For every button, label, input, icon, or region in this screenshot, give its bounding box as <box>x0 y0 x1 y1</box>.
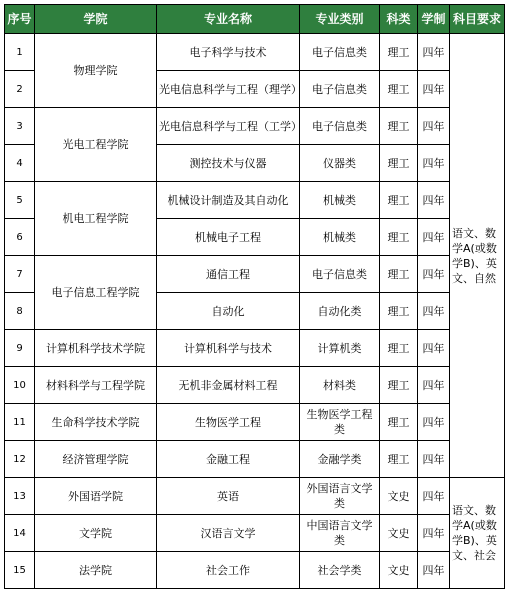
major-cell: 测控技术与仪器 <box>157 145 300 182</box>
discipline-cell: 文史 <box>380 515 418 552</box>
discipline-cell: 理工 <box>380 71 418 108</box>
table-row <box>5 367 505 404</box>
table-row <box>5 108 505 145</box>
discipline-cell: 理工 <box>380 34 418 71</box>
major-cell: 电子科学与技术 <box>157 34 300 71</box>
duration-cell: 四年 <box>418 182 450 219</box>
category-cell: 生物医学工程类 <box>300 404 380 441</box>
major-cell: 光电信息科学与工程（理学） <box>157 71 300 108</box>
major-cell: 光电信息科学与工程（工学） <box>157 108 300 145</box>
table-row <box>5 256 505 293</box>
discipline-cell: 理工 <box>380 404 418 441</box>
discipline-cell: 理工 <box>380 367 418 404</box>
seq-cell: 10 <box>5 367 35 404</box>
duration-cell: 四年 <box>418 34 450 71</box>
major-cell: 通信工程 <box>157 256 300 293</box>
table-row <box>5 441 505 478</box>
major-cell: 计算机科学与技术 <box>157 330 300 367</box>
category-cell: 社会学类 <box>300 552 380 589</box>
majors-table <box>4 4 505 589</box>
duration-cell: 四年 <box>418 367 450 404</box>
college-cell: 电子信息工程学院 <box>35 256 157 330</box>
major-cell: 社会工作 <box>157 552 300 589</box>
major-cell: 自动化 <box>157 293 300 330</box>
discipline-cell: 文史 <box>380 478 418 515</box>
header-college: 学院 <box>35 5 157 34</box>
seq-cell: 13 <box>5 478 35 515</box>
duration-cell: 四年 <box>418 219 450 256</box>
header-duration: 学制 <box>418 5 450 34</box>
college-cell: 计算机科学技术学院 <box>35 330 157 367</box>
seq-cell: 5 <box>5 182 35 219</box>
discipline-cell: 理工 <box>380 256 418 293</box>
duration-cell: 四年 <box>418 145 450 182</box>
discipline-cell: 理工 <box>380 330 418 367</box>
major-cell: 机械设计制造及其自动化 <box>157 182 300 219</box>
header-seq: 序号 <box>5 5 35 34</box>
college-cell: 光电工程学院 <box>35 108 157 182</box>
discipline-cell: 理工 <box>380 293 418 330</box>
category-cell: 中国语言文学类 <box>300 515 380 552</box>
table-row <box>5 552 505 589</box>
major-cell: 生物医学工程 <box>157 404 300 441</box>
table-row <box>5 34 505 71</box>
category-cell: 外国语言文学类 <box>300 478 380 515</box>
seq-cell: 12 <box>5 441 35 478</box>
seq-cell: 11 <box>5 404 35 441</box>
college-cell: 外国语学院 <box>35 478 157 515</box>
seq-cell: 3 <box>5 108 35 145</box>
major-cell: 无机非金属材料工程 <box>157 367 300 404</box>
college-cell: 物理学院 <box>35 34 157 108</box>
subject-requirements-arts: 语文、数学A(或数学B)、英文、社会 <box>450 478 505 589</box>
seq-cell: 9 <box>5 330 35 367</box>
table-row <box>5 515 505 552</box>
discipline-cell: 理工 <box>380 219 418 256</box>
category-cell: 材料类 <box>300 367 380 404</box>
header-discipline: 科类 <box>380 5 418 34</box>
category-cell: 电子信息类 <box>300 256 380 293</box>
category-cell: 电子信息类 <box>300 34 380 71</box>
table-row <box>5 478 505 515</box>
college-cell: 文学院 <box>35 515 157 552</box>
duration-cell: 四年 <box>418 108 450 145</box>
major-cell: 机械电子工程 <box>157 219 300 256</box>
discipline-cell: 理工 <box>380 441 418 478</box>
college-cell: 经济管理学院 <box>35 441 157 478</box>
category-cell: 自动化类 <box>300 293 380 330</box>
seq-cell: 6 <box>5 219 35 256</box>
table-row <box>5 330 505 367</box>
subject-requirements-science: 语文、数学A(或数学B)、英文、自然 <box>450 34 505 478</box>
college-cell: 生命科学技术学院 <box>35 404 157 441</box>
college-cell: 机电工程学院 <box>35 182 157 256</box>
seq-cell: 14 <box>5 515 35 552</box>
seq-cell: 4 <box>5 145 35 182</box>
discipline-cell: 理工 <box>380 145 418 182</box>
discipline-cell: 理工 <box>380 108 418 145</box>
duration-cell: 四年 <box>418 293 450 330</box>
table-row <box>5 182 505 219</box>
major-cell: 汉语言文学 <box>157 515 300 552</box>
header-subjects: 科目要求 <box>450 5 505 34</box>
category-cell: 机械类 <box>300 182 380 219</box>
header-row <box>5 5 505 34</box>
duration-cell: 四年 <box>418 71 450 108</box>
category-cell: 电子信息类 <box>300 71 380 108</box>
duration-cell: 四年 <box>418 256 450 293</box>
duration-cell: 四年 <box>418 330 450 367</box>
category-cell: 计算机类 <box>300 330 380 367</box>
major-cell: 金融工程 <box>157 441 300 478</box>
duration-cell: 四年 <box>418 552 450 589</box>
major-cell: 英语 <box>157 478 300 515</box>
discipline-cell: 文史 <box>380 552 418 589</box>
seq-cell: 8 <box>5 293 35 330</box>
category-cell: 电子信息类 <box>300 108 380 145</box>
table-row <box>5 404 505 441</box>
category-cell: 机械类 <box>300 219 380 256</box>
discipline-cell: 理工 <box>380 182 418 219</box>
duration-cell: 四年 <box>418 441 450 478</box>
header-category: 专业类别 <box>300 5 380 34</box>
college-cell: 材料科学与工程学院 <box>35 367 157 404</box>
college-cell: 法学院 <box>35 552 157 589</box>
seq-cell: 7 <box>5 256 35 293</box>
duration-cell: 四年 <box>418 515 450 552</box>
duration-cell: 四年 <box>418 404 450 441</box>
seq-cell: 15 <box>5 552 35 589</box>
category-cell: 金融学类 <box>300 441 380 478</box>
seq-cell: 2 <box>5 71 35 108</box>
category-cell: 仪器类 <box>300 145 380 182</box>
duration-cell: 四年 <box>418 478 450 515</box>
header-major: 专业名称 <box>157 5 300 34</box>
seq-cell: 1 <box>5 34 35 71</box>
